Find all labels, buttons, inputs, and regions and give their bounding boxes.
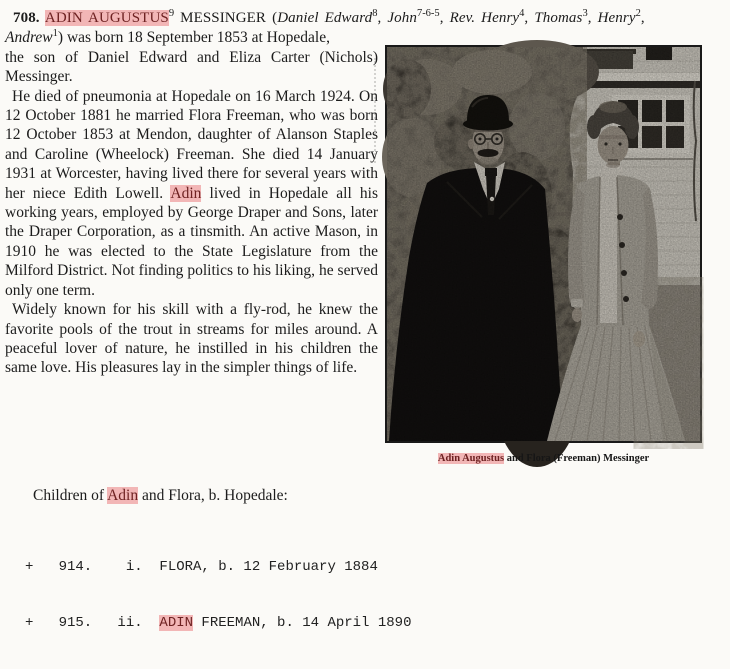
family-photo-figure [385, 45, 702, 443]
lineage-separator: , [524, 10, 535, 26]
lineage-name: Daniel Edward [277, 10, 373, 26]
family-photo-image [387, 47, 700, 441]
search-highlight-child: ADIN [159, 614, 194, 631]
parents-line: the son of Daniel Edward and Eliza Carter (Nichols) Messinger. [5, 48, 378, 86]
bio-text: lived in Hopedale all his working years, employed by George Draper and Sons, later the Draper Corporation, as a tinsmith. An active Mason, in 1910 he was elected to the State Legislature from the Milford District. Not finding politics to his liking, he served only one term. [5, 184, 378, 299]
caption-text: and Flora (Freeman) Messinger [504, 453, 650, 464]
lineage-name: Rev. Henry [449, 10, 520, 26]
children-heading-text: and Flora, b. Hopedale: [138, 487, 288, 504]
search-highlight-name: ADIN AUGUSTUS [44, 10, 169, 26]
children-heading [33, 487, 288, 505]
child-row-text: + 915. ii. [25, 614, 160, 631]
lineage-superscript: 3 [582, 8, 588, 19]
child-row-text: + 914. i. FLORA, b. 12 February 1884 [25, 559, 378, 575]
lineage-name: John [387, 10, 417, 26]
lineage-superscript: 4 [519, 8, 525, 19]
lineage-name: Thomas [534, 10, 583, 26]
child-row-text: FREEMAN, b. 14 April 1890 [193, 614, 412, 631]
child-row [25, 614, 411, 633]
lineage-separator: , [377, 10, 388, 26]
entry-number: 708. [13, 10, 40, 26]
lineage-superscript: 7-6-5 [416, 8, 440, 19]
generation-superscript: 9 [168, 8, 175, 19]
entry-heading-continuation [5, 28, 378, 47]
search-highlight-children: Adin [107, 487, 139, 504]
hobbies-paragraph: Widely known for his skill with a fly-rod, he knew the favorite pools of the trout in streams for miles around. A peaceful lover of nature, he instilled in his children the same love. His pleasures lay in the simpler things of life. [5, 301, 378, 377]
birth-line-text: ) was born 18 September 1853 at Hopedale, [57, 29, 330, 47]
surname-text: MESSINGER ( [174, 10, 278, 26]
lineage-superscript: 2 [635, 8, 641, 19]
entry-heading-line [0, 0, 730, 28]
children-list [25, 521, 411, 669]
biography-paragraph [5, 87, 378, 300]
lineage-separator: , [439, 10, 450, 26]
children-heading-text: Children of [33, 487, 108, 504]
lineage-name: Andrew [5, 29, 53, 47]
lineage-superscript: 1 [52, 28, 58, 40]
lineage-name: Henry [597, 10, 636, 26]
photo-caption [385, 453, 702, 464]
text-column [5, 28, 378, 377]
photo-grain [387, 47, 700, 441]
scan-artifact-marks [374, 58, 376, 163]
lineage-superscript: 8 [372, 8, 378, 19]
lineage-separator: , [587, 10, 598, 26]
search-highlight-caption: Adin Augustus [437, 453, 505, 464]
bio-text: He died of pneumonia at Hopedale on 16 March 1924. On 12 October 1881 he married Flora Freeman, who was born 12 October 1853 at Mendon, daughter of Alanson Staples and Caroline (Wheelock) Freeman. She died 14 January 1931 at Worcester, having lived there for several years with her niece Edith Lowell. [5, 87, 378, 202]
search-highlight: Adin [170, 184, 202, 202]
lineage-separator: , [640, 10, 645, 26]
child-row [25, 558, 411, 577]
